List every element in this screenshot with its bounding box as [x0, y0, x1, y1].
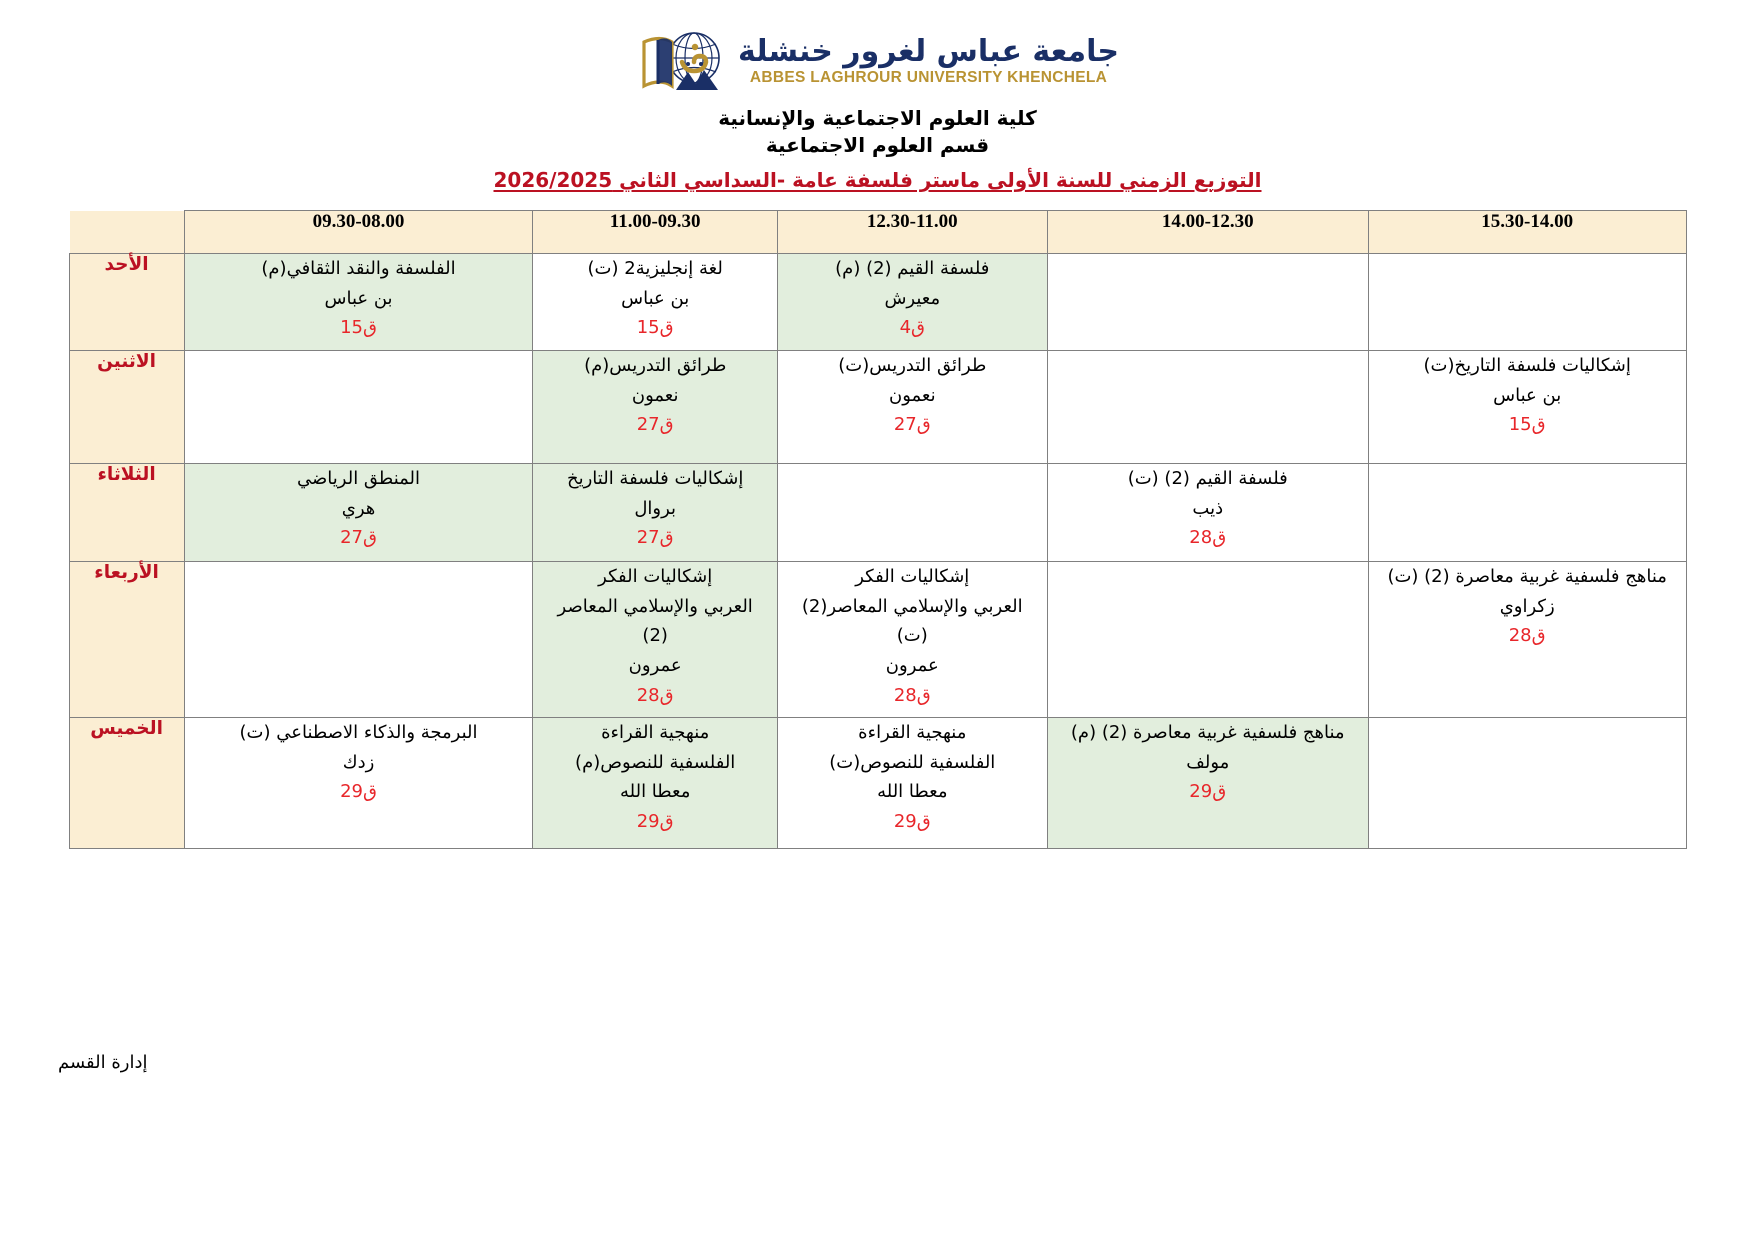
room-code: ق28 [636, 684, 674, 706]
room-code: ق29 [1189, 781, 1227, 803]
session-line: نعمون [888, 384, 936, 406]
room-code: ق15 [340, 317, 377, 339]
session-line: البرمجة والذكاء الاصطناعي (ت) [239, 722, 478, 743]
room-code: ق29 [636, 811, 674, 833]
room-code: ق28 [1189, 527, 1227, 549]
session-cell [184, 562, 533, 718]
table-row [69, 562, 1686, 718]
session-line: الفلسفية للنصوص(ت) [829, 751, 996, 773]
timetable-corner-cell [69, 211, 184, 254]
session-cell [1368, 562, 1686, 718]
timetable [69, 210, 1687, 849]
session-cell [777, 562, 1047, 718]
session-cell [1368, 254, 1686, 351]
session-line: فلسفة القيم (2) (م) [835, 258, 990, 279]
session-line: بن عباس [1493, 384, 1562, 406]
session-line: عمرون [628, 655, 682, 677]
session-line: معيرش [884, 287, 941, 309]
session-cell [777, 464, 1047, 562]
session-line: إشكاليات فلسفة التاريخ [566, 468, 744, 489]
session-cell [184, 718, 533, 849]
session-cell [777, 351, 1047, 464]
session-cell [1368, 718, 1686, 849]
session-line: بن عباس [621, 287, 690, 309]
session-cell [533, 464, 778, 562]
session-line: العربي والإسلامي المعاصر [557, 595, 753, 617]
session-cell [533, 351, 778, 464]
session-line: بن عباس [324, 287, 393, 309]
session-line: لغة إنجليزية2 (ت) [587, 258, 723, 279]
room-code: ق4 [899, 317, 925, 339]
session-line: إشكاليات الفكر [855, 566, 970, 587]
room-code: ق15 [1508, 414, 1546, 436]
room-code: ق15 [636, 317, 674, 339]
session-line: ذيب [1192, 497, 1224, 519]
university-name-english: ABBES LAGHROUR UNIVERSITY KHENCHELA [749, 69, 1108, 87]
session-line: معطا الله [619, 781, 691, 803]
session-line: (2) [642, 625, 668, 647]
session-line: طرائق التدريس(م) [584, 355, 727, 376]
room-code: ق28 [1508, 625, 1546, 647]
department-name: قسم العلوم الاجتماعية [765, 133, 990, 157]
day-label-3: الأربعاء [69, 562, 184, 718]
time-header-2: 12.30-11.00 [777, 211, 1047, 254]
session-cell [1368, 464, 1686, 562]
book-globe-mountain-emblem [636, 22, 728, 100]
day-label-4: الخميس [69, 718, 184, 849]
session-cell [777, 718, 1047, 849]
session-cell [184, 351, 533, 464]
session-line: منهجية القراءة [601, 722, 710, 743]
table-row [69, 254, 1686, 351]
session-line: هري [341, 497, 376, 519]
day-label-2: الثلاثاء [69, 464, 184, 562]
session-line: نعمون [631, 384, 679, 406]
faculty-name: كلية العلوم الاجتماعية والإنسانية [718, 106, 1037, 130]
session-line: منهجية القراءة [858, 722, 967, 743]
session-line: طرائق التدريس(ت) [838, 355, 987, 376]
session-cell [533, 254, 778, 351]
session-line: مناهج فلسفية غربية معاصرة (2) (م) [1070, 722, 1345, 743]
page-title: التوزيع الزمني للسنة الأولى ماستر فلسفة عامة -السداسي الثاني 2026/2025 [493, 168, 1262, 192]
session-cell [777, 254, 1047, 351]
day-label-1: الاثنين [69, 351, 184, 464]
time-header-0: 15.30-14.00 [1368, 211, 1686, 254]
footer-note: إدارة القسم [58, 1052, 148, 1073]
session-cell [533, 718, 778, 849]
session-cell [184, 464, 533, 562]
timetable-header-row [69, 211, 1686, 254]
session-line: المنطق الرياضي [297, 468, 421, 489]
room-code: ق27 [340, 527, 377, 549]
session-cell [1047, 464, 1368, 562]
university-name-arabic: جامعة عباس لغرور خنشلة [738, 33, 1119, 69]
session-line: زكراوي [1499, 595, 1555, 617]
session-line: إشكاليات فلسفة التاريخ(ت) [1423, 355, 1631, 376]
document-header [0, 0, 1755, 192]
table-row [69, 718, 1686, 849]
timetable-body [69, 254, 1686, 849]
session-cell [1047, 718, 1368, 849]
university-logo [636, 22, 1119, 100]
session-line: مناهج فلسفية غربية معاصرة (2) (ت) [1387, 566, 1667, 587]
room-code: ق27 [636, 527, 674, 549]
time-header-4: 09.30-08.00 [184, 211, 533, 254]
day-label-0: الأحد [69, 254, 184, 351]
session-line: معطا الله [877, 781, 948, 803]
session-line: العربي والإسلامي المعاصر(2) [801, 595, 1023, 617]
session-cell [1047, 351, 1368, 464]
session-line: مولف [1186, 751, 1230, 773]
table-row [69, 464, 1686, 562]
session-cell [533, 562, 778, 718]
session-line: (ت) [896, 625, 928, 647]
room-code: ق27 [893, 414, 931, 436]
university-logo-text [738, 33, 1119, 87]
table-row [69, 351, 1686, 464]
room-code: ق29 [340, 781, 377, 803]
time-header-3: 11.00-09.30 [533, 211, 778, 254]
session-line: الفلسفة والنقد الثقافي(م) [261, 258, 456, 279]
session-cell [1047, 562, 1368, 718]
session-line: فلسفة القيم (2) (ت) [1127, 468, 1288, 489]
session-line: إشكاليات الفكر [598, 566, 713, 587]
timetable-container [69, 210, 1687, 849]
session-cell [1368, 351, 1686, 464]
session-line: زدك [342, 751, 375, 773]
session-cell [1047, 254, 1368, 351]
session-line: بروال [634, 497, 677, 519]
session-cell [184, 254, 533, 351]
room-code: ق29 [893, 811, 931, 833]
room-code: ق28 [893, 684, 931, 706]
session-line: عمرون [885, 655, 939, 677]
time-header-1: 14.00-12.30 [1047, 211, 1368, 254]
room-code: ق27 [636, 414, 674, 436]
session-line: الفلسفية للنصوص(م) [575, 751, 736, 773]
